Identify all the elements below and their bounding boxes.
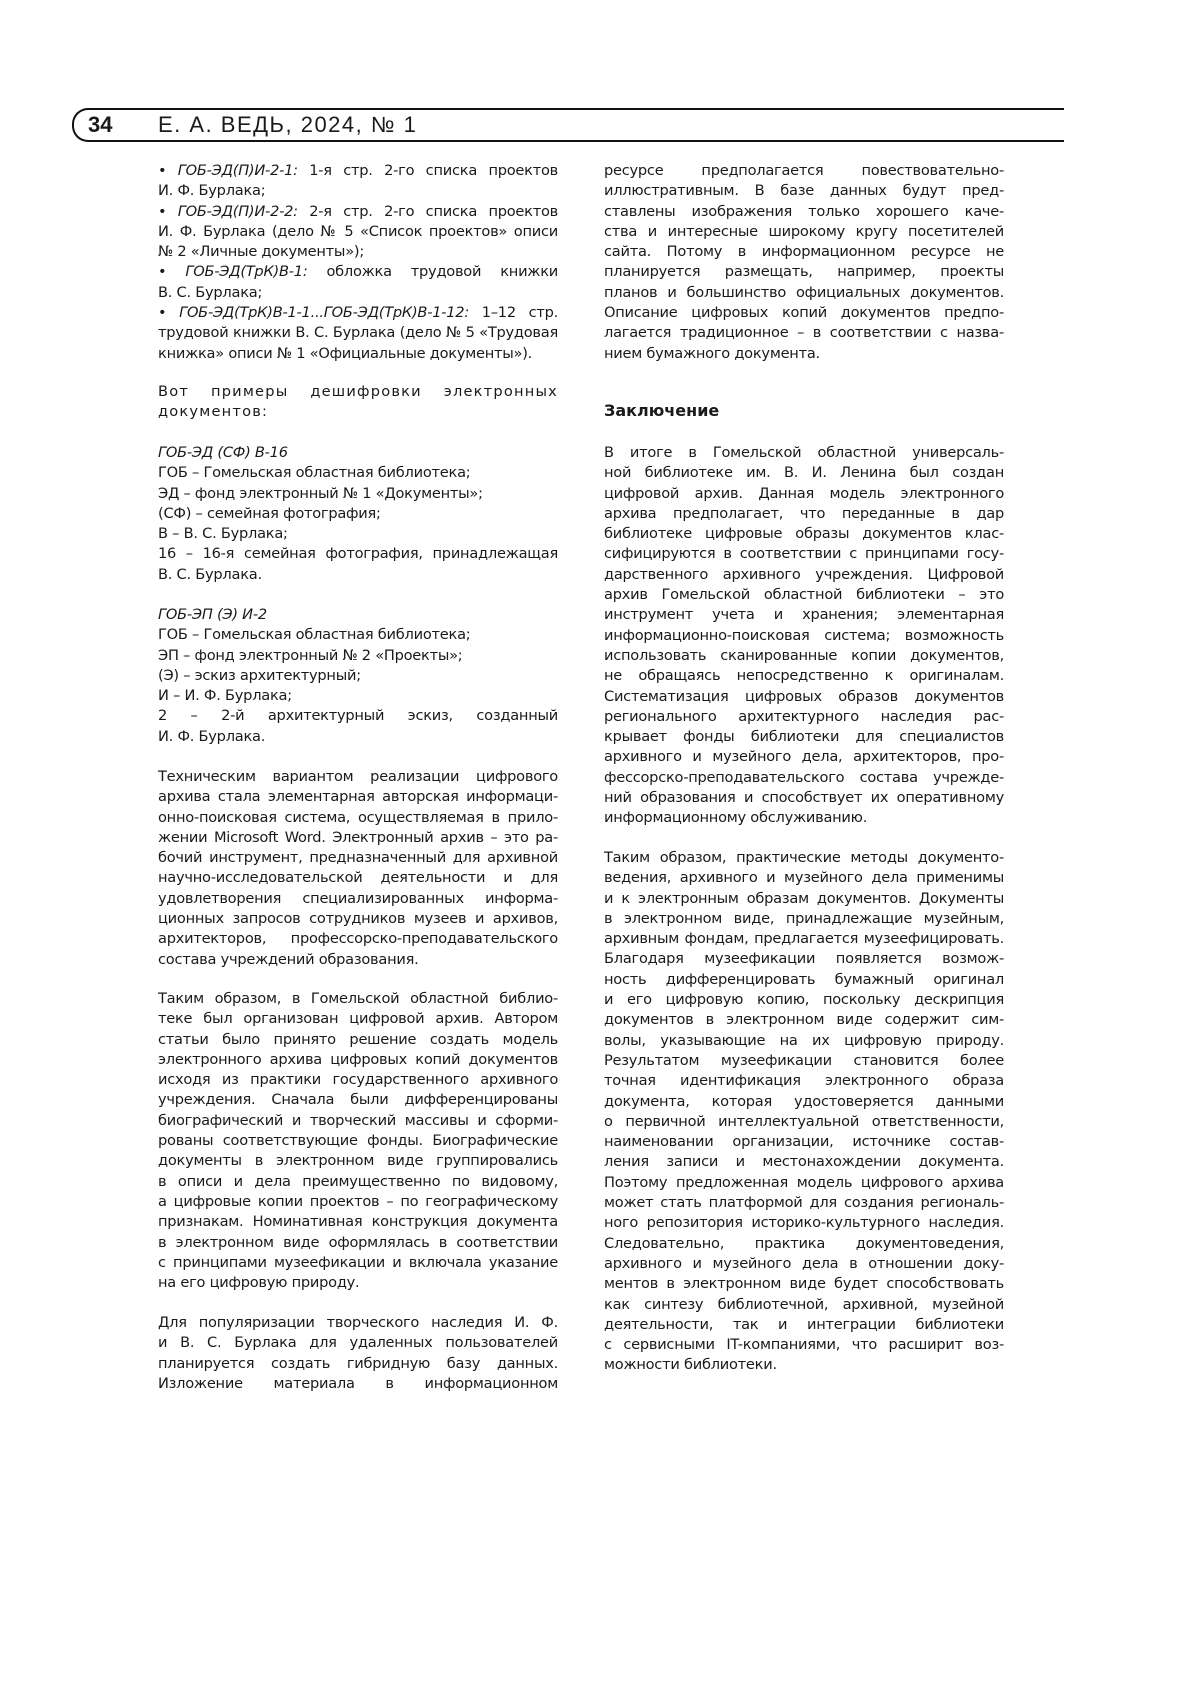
line-text: с сервисными IT-компаниями, что расширит воз-: [604, 1336, 1004, 1353]
line-text: архивного и музейного дела в отношении доку-: [604, 1255, 1004, 1272]
text-line: [604, 1051, 1004, 1071]
line-text: ционных запросов сотрудников музеев и архивов,: [158, 910, 558, 927]
text-line: [604, 808, 1004, 828]
text-line: [604, 909, 1004, 929]
text-line: [604, 504, 1004, 524]
italic-code: • ГОБ-ЭД(П)И-2-2:: [158, 203, 298, 220]
text-line: [604, 484, 1004, 504]
line-text: № 2 «Личные документы»);: [158, 243, 364, 260]
line-text: деятельности, так и интеграции библиотеки: [604, 1316, 1004, 1333]
text-line: [604, 605, 1004, 625]
text-line: [604, 666, 1004, 686]
text-line: [158, 484, 558, 504]
running-title: Е. А. ВЕДЬ, 2024, № 1: [158, 112, 417, 138]
text-line: [158, 868, 558, 888]
text-line: [158, 222, 558, 242]
line-text: ГОБ – Гомельская областная библиотека;: [158, 626, 470, 643]
text-line: [158, 1030, 558, 1050]
text-line: [158, 202, 558, 222]
line-text: удовлетворения специализированных информа-: [158, 890, 558, 907]
line-text: планируется создать гибридную базу данных.: [158, 1355, 558, 1372]
text-line: [604, 1010, 1004, 1030]
text-line: [158, 565, 558, 585]
italic-code: ГОБ-ЭП (Э) И-2: [158, 606, 267, 623]
line-text: Для популяризации творческого наследия И. Ф.: [158, 1314, 558, 1331]
text-line: [158, 504, 558, 524]
text-line: [604, 1335, 1004, 1355]
text-line: [604, 222, 1004, 242]
paragraph: [158, 1313, 558, 1394]
text-line: [158, 787, 558, 807]
line-text: использовать сканированные копии документов,: [604, 647, 1004, 664]
line-text: учреждения. Сначала были дифференцированы: [158, 1091, 558, 1108]
line-text: и к электронным образам документов. Документы: [604, 890, 1004, 907]
text-line: [604, 463, 1004, 483]
line-text: архив Гомельской областной библиотеки – это: [604, 586, 1004, 603]
line-text: И. Ф. Бурлака;: [158, 182, 265, 199]
line-text: архива стала элементарная авторская информаци-: [158, 788, 558, 805]
line-text: Таким образом, практические методы документо-: [604, 849, 1004, 866]
line-text: Результатом музеефикации становится более: [604, 1052, 1004, 1069]
line-text: ментов в электронном виде будет способствовать: [604, 1275, 1004, 1292]
line-text: цифровой архив. Данная модель электронного: [604, 485, 1004, 502]
line-text: с принципами музеефикации и включала указание: [158, 1254, 558, 1271]
line-text: ставлены изображения только хорошего каче-: [604, 203, 1004, 220]
text-line: [158, 929, 558, 949]
line-text: ства и интересные широкому кругу посетителей: [604, 223, 1004, 240]
text-line: [158, 283, 558, 303]
text-line: [158, 402, 558, 422]
line-text: Следовательно, практика документоведения,: [604, 1235, 1004, 1252]
text-line: [604, 768, 1004, 788]
line-text: архива предполагает, что переданные в дар: [604, 505, 1004, 522]
line-text: сифицируются в соответствии с принципами госу-: [604, 545, 1004, 562]
text-line: [158, 242, 558, 262]
text-line: [604, 1071, 1004, 1091]
section-heading: Заключение: [604, 401, 719, 420]
text-line: [158, 706, 558, 726]
paragraph: [158, 767, 558, 970]
text-line: [158, 1253, 558, 1273]
line-text: в электронном виде, принадлежащие музейным,: [604, 910, 1004, 927]
text-line: [604, 1234, 1004, 1254]
text-line: [604, 949, 1004, 969]
text-line: [158, 1333, 558, 1353]
text-line: [158, 686, 558, 706]
text-line: [158, 1131, 558, 1151]
line-text: и В. С. Бурлака для удаленных пользователей: [158, 1334, 558, 1351]
text-line: [604, 747, 1004, 767]
line-text: информационному обслуживанию.: [604, 809, 867, 826]
line-text: трудовой книжки В. С. Бурлака (дело № 5 «Трудовая: [158, 324, 558, 341]
line-text: бочий инструмент, предназначенный для архивной: [158, 849, 558, 866]
line-text: ного репозитория историко-культурного наследия.: [604, 1214, 1004, 1231]
line-text: архитекторов, профессорско-преподавательского: [158, 930, 558, 947]
line-text: информационно-поисковая система; возможность: [604, 627, 1004, 644]
text-line: [158, 1313, 558, 1333]
text-line: [604, 544, 1004, 564]
text-line: [604, 283, 1004, 303]
line-text: крывает фонды библиотеки для специалистов: [604, 728, 1004, 745]
line-text: Техническим вариантом реализации цифрового: [158, 768, 558, 785]
line-text: документов:: [158, 403, 268, 420]
line-text: биографический и творческий массивы и сформи-: [158, 1112, 558, 1129]
line-text: ЭД – фонд электронный № 1 «Документы»;: [158, 485, 483, 502]
text-line: [158, 262, 558, 282]
line-text: электронного архива цифровых копий документов: [158, 1051, 558, 1068]
line-text: статьи было принято решение создать модель: [158, 1031, 558, 1048]
text-line: [158, 727, 558, 747]
line-text: архивным фондам, предлагается музеефицировать.: [604, 930, 1004, 947]
text-line: [604, 990, 1004, 1010]
text-line: [158, 1050, 558, 1070]
text-line: [158, 989, 558, 1009]
line-text: в электронном виде оформлялась в соответствии: [158, 1234, 558, 1251]
line-text: В – В. С. Бурлака;: [158, 525, 288, 542]
text-line: [604, 929, 1004, 949]
text-line: [158, 1233, 558, 1253]
text-line: [158, 382, 558, 402]
text-line: [158, 1111, 558, 1131]
text-line: [158, 828, 558, 848]
text-line: [158, 1273, 558, 1293]
text-line: [158, 848, 558, 868]
line-text: ГОБ – Гомельская областная библиотека;: [158, 464, 470, 481]
intro-paragraph: [158, 382, 558, 423]
text-line: [604, 161, 1004, 181]
text-line: [604, 1173, 1004, 1193]
text-line: [158, 1212, 558, 1232]
line-text: теке был организован цифровой архив. Автором: [158, 1010, 558, 1027]
line-text: наименовании организации, источнике состав-: [604, 1133, 1004, 1150]
text-line: [158, 1374, 558, 1394]
text-line: [158, 1354, 558, 1374]
line-text: нием бумажного документа.: [604, 345, 820, 362]
line-text: ведения, архивного и музейного дела применимы: [604, 869, 1004, 886]
line-text: документы в электронном виде группировались: [158, 1152, 558, 1169]
line-text: 1-я стр. 2-го списка проектов: [298, 162, 558, 179]
text-line: [158, 544, 558, 564]
line-text: признакам. Номинативная конструкция документа: [158, 1213, 558, 1230]
text-line: [158, 443, 558, 463]
italic-code: • ГОБ-ЭД(ТрК)В-1:: [158, 263, 307, 280]
text-line: [604, 181, 1004, 201]
paragraph: [158, 989, 558, 1293]
text-line: [604, 242, 1004, 262]
text-line: [604, 1152, 1004, 1172]
line-text: сайта. Потому в информационном ресурсе не: [604, 243, 1004, 260]
line-text: архивного и музейного дела, архитекторов, про-: [604, 748, 1004, 765]
text-line: [604, 1031, 1004, 1051]
text-line: [158, 767, 558, 787]
text-line: [604, 1295, 1004, 1315]
text-line: [604, 848, 1004, 868]
line-text: точная идентификация электронного образа: [604, 1072, 1004, 1089]
line-text: и его цифровую копию, поскольку дескрипция: [604, 991, 1004, 1008]
line-text: планируется размещать, например, проекты: [604, 263, 1004, 280]
text-line: [604, 646, 1004, 666]
line-text: В. С. Бурлака;: [158, 284, 262, 301]
paragraph: [604, 848, 1004, 1376]
text-line: [604, 1112, 1004, 1132]
line-text: онно-поисковая система, осуществляемая в прило-: [158, 809, 558, 826]
text-line: [604, 970, 1004, 990]
line-text: ресурсе предполагается повествовательно-: [604, 162, 1004, 179]
italic-code: ГОБ-ЭД (СФ) В-16: [158, 444, 288, 461]
line-text: состава учреждений образования.: [158, 951, 419, 968]
paragraph: [604, 161, 1004, 364]
text-line: [604, 1213, 1004, 1233]
text-line: [158, 303, 558, 323]
line-text: обложка трудовой книжки: [307, 263, 558, 280]
text-line: [604, 626, 1004, 646]
text-line: [604, 344, 1004, 364]
text-line: [604, 727, 1004, 747]
text-line: [604, 687, 1004, 707]
line-text: Описание цифровых копий документов предпо-: [604, 304, 1004, 321]
line-text: о первичной интеллектуальной ответственности,: [604, 1113, 1004, 1130]
text-line: [158, 1090, 558, 1110]
text-line: [604, 868, 1004, 888]
text-line: [604, 585, 1004, 605]
line-text: Таким образом, в Гомельской областной библио-: [158, 990, 558, 1007]
text-line: [158, 808, 558, 828]
text-line: [158, 181, 558, 201]
line-text: 16 – 16-я семейная фотография, принадлежащая: [158, 545, 558, 562]
text-line: [158, 950, 558, 970]
line-text: научно-исследовательской деятельности и для: [158, 869, 558, 886]
line-text: библиотеке цифровые образы документов клас-: [604, 525, 1004, 542]
text-line: [158, 463, 558, 483]
paragraph: [604, 443, 1004, 829]
italic-code: • ГОБ-ЭД(ТрК)В-1-1...ГОБ-ЭД(ТрК)В-1-12:: [158, 304, 469, 321]
line-text: И – И. Ф. Бурлака;: [158, 687, 292, 704]
line-text: инструмент учета и хранения; элементарная: [604, 606, 1004, 623]
text-line: [158, 909, 558, 929]
text-line: [158, 1070, 558, 1090]
text-line: [604, 202, 1004, 222]
line-text: документа, которая удостоверяется данными: [604, 1093, 1004, 1110]
text-line: [604, 565, 1004, 585]
line-text: (СФ) – семейная фотография;: [158, 505, 381, 522]
text-line: [158, 1151, 558, 1171]
text-line: [604, 1254, 1004, 1274]
text-line: [158, 524, 558, 544]
line-text: можности библиотеки.: [604, 1356, 777, 1373]
line-text: Систематизация цифровых образов документов: [604, 688, 1004, 705]
line-text: ной библиотеке им. В. И. Ленина был создан: [604, 464, 1004, 481]
line-text: ЭП – фонд электронный № 2 «Проекты»;: [158, 647, 462, 664]
line-text: В. С. Бурлака.: [158, 566, 262, 583]
line-text: книжка» описи № 1 «Официальные документы»).: [158, 345, 532, 362]
text-line: [158, 889, 558, 909]
text-line: [158, 323, 558, 343]
line-text: фессорско-преподавательского состава учрежде-: [604, 769, 1004, 786]
line-text: Изложение материала в информационном: [158, 1375, 558, 1392]
text-line: [604, 443, 1004, 463]
text-line: [158, 625, 558, 645]
line-text: на его цифровую природу.: [158, 1274, 359, 1291]
line-text: как синтезу библиотечной, архивной, музейной: [604, 1296, 1004, 1313]
text-line: [604, 262, 1004, 282]
line-text: ний образования и способствует их оперативному: [604, 789, 1004, 806]
text-line: [604, 323, 1004, 343]
line-text: не обращаясь непосредственно к оригиналам.: [604, 667, 1004, 684]
line-text: лагается традиционное – в соответствии с назва-: [604, 324, 1004, 341]
text-line: [604, 1132, 1004, 1152]
line-text: 2-я стр. 2-го списка проектов: [298, 203, 558, 220]
line-text: а цифровые копии проектов – по географическому: [158, 1193, 558, 1210]
line-text: может стать платформой для создания региональ-: [604, 1194, 1004, 1211]
page-number: 34: [88, 112, 112, 138]
line-text: В итоге в Гомельской областной универсаль-: [604, 444, 1004, 461]
line-text: волы, указывающие на их цифровую природу.: [604, 1032, 1004, 1049]
text-line: [158, 1009, 558, 1029]
line-text: исходя из практики государственного архивного: [158, 1071, 558, 1088]
example-decoding-1: [158, 443, 558, 585]
line-text: Благодаря музеефикации появляется возмож-: [604, 950, 1004, 967]
text-line: [604, 707, 1004, 727]
text-line: [604, 1355, 1004, 1375]
text-line: [158, 1172, 558, 1192]
bullet-list: [158, 161, 558, 364]
line-text: ления записи и местонахождении документа.: [604, 1153, 1004, 1170]
line-text: иллюстративным. В базе данных будут пред-: [604, 182, 1004, 199]
line-text: планов и большинство официальных документов.: [604, 284, 1004, 301]
line-text: жении Microsoft Word. Электронный архив – это ра-: [158, 829, 558, 846]
text-line: [158, 161, 558, 181]
text-line: [604, 889, 1004, 909]
text-line: [604, 524, 1004, 544]
text-line: [158, 344, 558, 364]
text-line: [158, 605, 558, 625]
line-text: Вот примеры дешифровки электронных: [158, 383, 558, 400]
line-text: рованы соответствующие фонды. Биографические: [158, 1132, 558, 1149]
running-header: [72, 108, 1064, 142]
line-text: 2 – 2-й архитектурный эскиз, созданный: [158, 707, 558, 724]
line-text: (Э) – эскиз архитектурный;: [158, 667, 361, 684]
text-line: [604, 1193, 1004, 1213]
line-text: дарственного архивного учреждения. Цифровой: [604, 566, 1004, 583]
text-line: [158, 1192, 558, 1212]
line-text: И. Ф. Бурлака (дело № 5 «Список проектов» описи: [158, 223, 558, 240]
line-text: И. Ф. Бурлака.: [158, 728, 265, 745]
text-line: [604, 1315, 1004, 1335]
text-line: [604, 303, 1004, 323]
italic-code: • ГОБ-ЭД(П)И-2-1:: [158, 162, 298, 179]
line-text: 1–12 стр.: [469, 304, 558, 321]
text-line: [604, 1092, 1004, 1112]
line-text: Поэтому предложенная модель цифрового архива: [604, 1174, 1004, 1191]
text-line: [158, 646, 558, 666]
example-decoding-2: [158, 605, 558, 747]
line-text: регионального архитектурного наследия рас-: [604, 708, 1004, 725]
text-line: [604, 1274, 1004, 1294]
line-text: в описи и дела преимущественно по видовому,: [158, 1173, 558, 1190]
text-line: [604, 788, 1004, 808]
line-text: ность дифференцировать бумажный оригинал: [604, 971, 1004, 988]
text-line: [158, 666, 558, 686]
line-text: документов в электронном виде содержит сим-: [604, 1011, 1004, 1028]
